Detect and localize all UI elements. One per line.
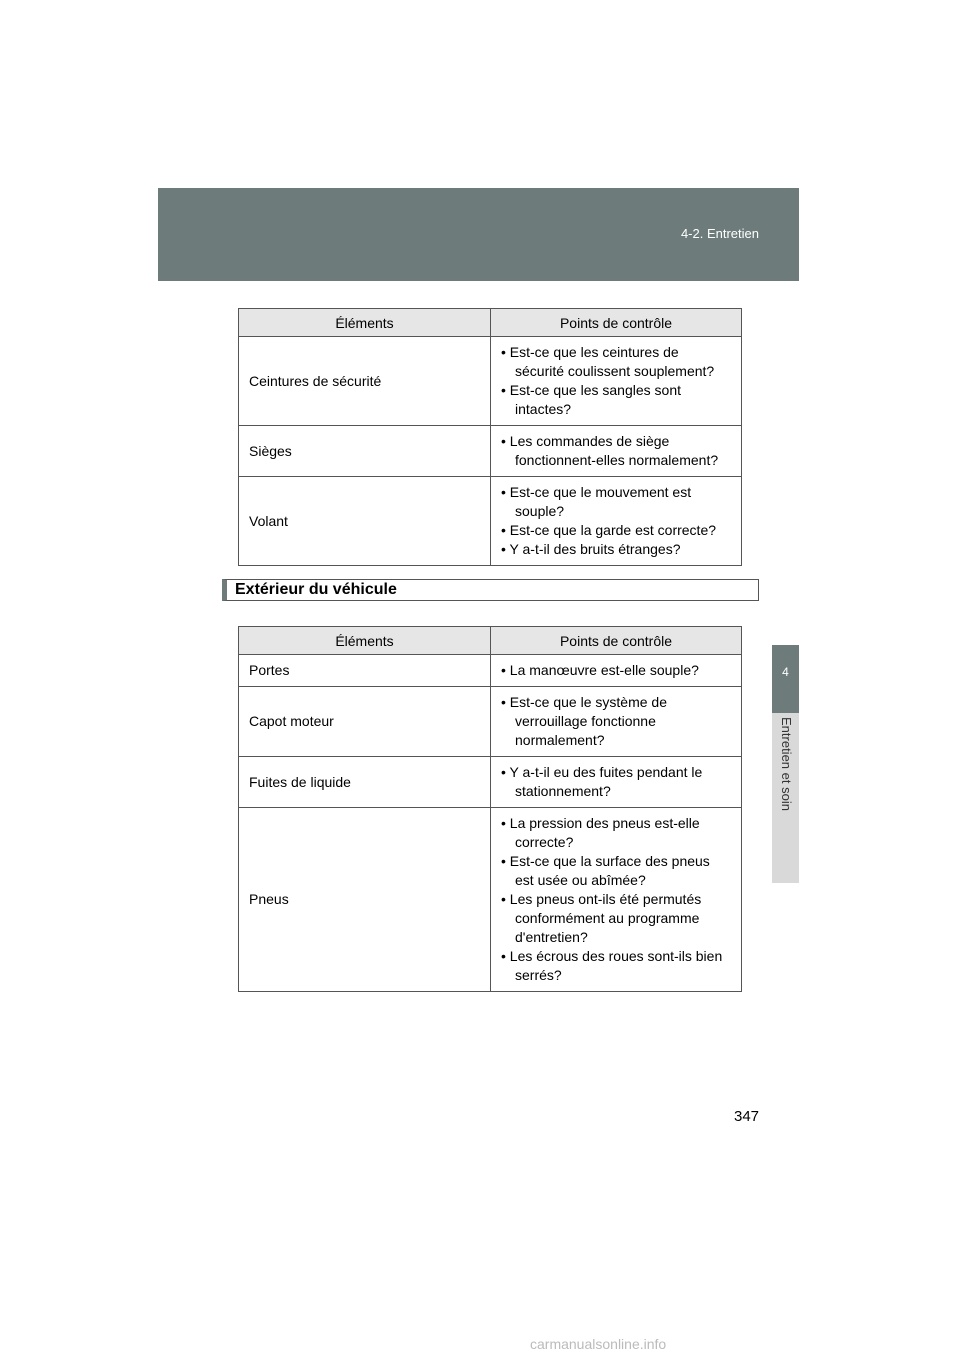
table-row [239,757,742,808]
check-point: • Les pneus ont-ils été permutés conformément au programme d'entretien? [501,890,731,947]
table-row [239,655,742,687]
exterior-section-heading: Extérieur du véhicule [222,579,759,601]
table-row [239,808,742,992]
column-header-points: Points de contrôle [491,309,742,337]
chapter-side-tab [772,713,799,883]
item-cell: Ceintures de sécurité [239,337,491,426]
points-cell [491,687,742,757]
check-point: • Est-ce que la surface des pneus est usée ou abîmée? [501,852,731,890]
item-cell: Fuites de liquide [239,757,491,808]
check-point: • Y a-t-il des bruits étranges? [501,540,731,559]
check-point: • La pression des pneus est-elle correcte? [501,814,731,852]
check-point: • Est-ce que les ceintures de sécurité coulissent souplement? [501,343,731,381]
points-cell [491,655,742,687]
points-cell [491,337,742,426]
check-point: • Est-ce que le mouvement est souple? [501,483,731,521]
chapter-title: Entretien et soin [779,717,794,811]
item-cell: Portes [239,655,491,687]
item-cell: Volant [239,477,491,566]
table-header-row [239,627,742,655]
item-cell: Capot moteur [239,687,491,757]
column-header-items: Éléments [239,309,491,337]
table-header-row [239,309,742,337]
item-cell: Pneus [239,808,491,992]
points-cell [491,426,742,477]
footer-watermark: carmanualsonline.info [530,1336,667,1352]
check-point: • Est-ce que les sangles sont intactes? [501,381,731,419]
column-header-points: Points de contrôle [491,627,742,655]
check-point: • Est-ce que le système de verrouillage fonctionne normalement? [501,693,731,750]
interior-check-table [238,308,742,566]
check-point: • La manœuvre est-elle souple? [501,661,731,680]
check-point: • Est-ce que la garde est correcte? [501,521,731,540]
table-row [239,337,742,426]
chapter-number-tab [772,645,799,713]
section-title: 4-2. Entretien [680,226,759,241]
check-point: • Y a-t-il eu des fuites pendant le stationnement? [501,763,731,801]
points-cell [491,808,742,992]
header-band [158,188,799,281]
points-cell [491,757,742,808]
table-row [239,687,742,757]
table-row [239,477,742,566]
page-number: 347 [734,1108,760,1125]
table-row [239,426,742,477]
exterior-check-table [238,626,742,992]
check-point: • Les commandes de siège fonctionnent-elles normalement? [501,432,731,470]
column-header-items: Éléments [239,627,491,655]
item-cell: Sièges [239,426,491,477]
chapter-number: 4 [782,665,789,679]
check-point: • Les écrous des roues sont-ils bien serrés? [501,947,731,985]
points-cell [491,477,742,566]
